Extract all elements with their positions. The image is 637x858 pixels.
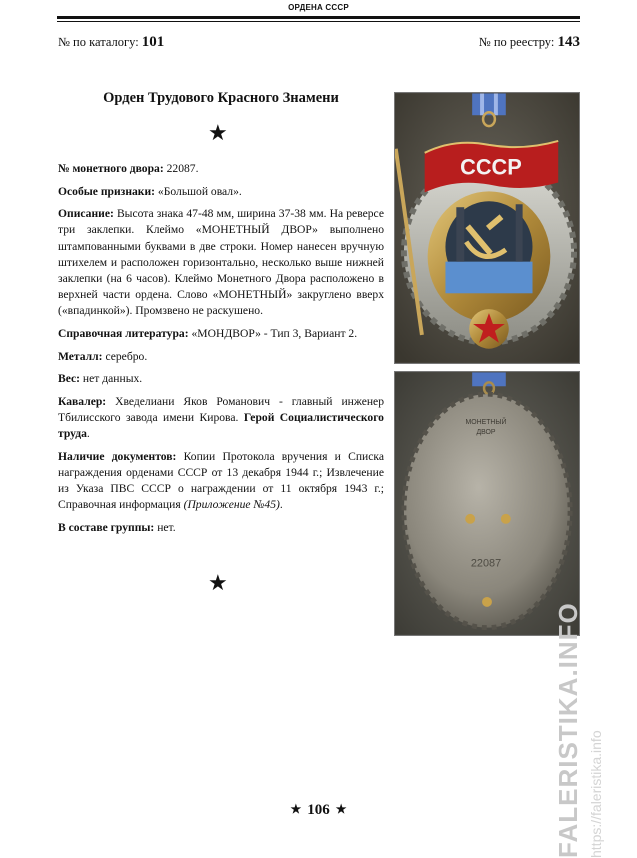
description-label: Описание:: [58, 207, 114, 221]
header-rule: [57, 16, 580, 19]
weight-label: Вес:: [58, 372, 81, 386]
group-value: нет.: [154, 520, 176, 534]
rivet-icon: [482, 597, 492, 607]
documents-value: Копии Протокола вручения и Списка награждения орденами СССР от 13 декабря 1944 г.; Извлечение из Указа ПВС СССР о награждении от 11 октября 1943 г.; Справочная информация: [58, 449, 384, 512]
documents-label: Наличие документов:: [58, 449, 177, 463]
star-icon-left: ★: [290, 802, 302, 816]
cavalier-label: Кавалер:: [58, 394, 107, 408]
rivet-icon: [501, 514, 511, 524]
registry-number-group: [479, 34, 580, 51]
metal-field: [58, 349, 384, 365]
serial-number: 22087: [470, 557, 502, 570]
catalog-row: [58, 34, 580, 51]
running-title: ОРДЕНА СССР: [288, 3, 349, 12]
documents-appendix: (Приложение №45): [183, 498, 280, 512]
banner-text: СССР: [460, 154, 522, 180]
literature-label: Справочная литература:: [58, 327, 189, 340]
star-icon-bottom: ★: [208, 570, 228, 595]
red-star-icon: [469, 309, 509, 349]
catalog-number: 101: [141, 34, 165, 50]
group-label: В составе группы:: [58, 520, 155, 534]
features-value: «Большой овал».: [155, 184, 242, 198]
watermark-site-url-text: https://faleristika.info: [588, 730, 604, 858]
documents-field: [58, 449, 384, 514]
literature-value: «МОНДВОР» - Тип 3, Вариант 2.: [188, 327, 358, 340]
description-block: [58, 161, 384, 543]
cavalier-title: Герой Социалистического труда: [58, 410, 384, 441]
star-icon-top: ★: [208, 120, 228, 145]
metal-value: серебро.: [102, 349, 148, 363]
watermark-site-name-text: FALERISTIKA.INFO: [553, 602, 583, 858]
features-label: Особые признаки:: [58, 184, 156, 198]
catalog-number-group: [58, 34, 164, 51]
watermark-site-name: [553, 602, 584, 858]
order-reverse-image: [395, 372, 579, 635]
cavalier-value: Хведелиани Яков Романович - главный инженер Тбилисского завода имени Кирова.: [58, 394, 384, 424]
red-banner: [425, 141, 559, 192]
mint-label: № монетного двора:: [58, 162, 164, 175]
star-icon-right: ★: [335, 802, 347, 816]
metal-label: Металл:: [58, 349, 103, 363]
page-title: Орден Трудового Красного Знамени: [103, 90, 339, 106]
mint-stamp-line1: МОНЕТНЫЙ: [465, 418, 507, 426]
literature-field: [58, 326, 384, 342]
documents-end: .: [279, 498, 283, 512]
registry-label: № по реестру:: [478, 35, 555, 49]
features-field: [58, 184, 384, 200]
mint-stamp-line2: ДВОР: [476, 428, 496, 436]
cavalier-field: [58, 394, 384, 443]
order-obverse-photo: [394, 92, 580, 364]
mint-field: [58, 161, 384, 177]
page-number-value: 106: [307, 802, 330, 818]
description-value: Высота знака 47-48 мм, ширина 37-38 мм. На реверсе три заклепки. Клеймо «МОНЕТНЫЙ ДВОР» выполнено штампованными буквами в две строки. Номер нанесен вручную штихелем и расположен горизонтально, несколько выше нижней заклепки (на 6 часов). Клеймо Монетного Двора расположено в верхней части ордена. Слово «МОНЕТНЫЙ» закруглено вверх («впадинкой»). Промзвено не раскушено.: [58, 207, 384, 318]
registry-number: 143: [557, 34, 580, 50]
weight-value: нет данных.: [80, 372, 143, 386]
page-number: [0, 802, 637, 819]
catalog-label: № по каталогу:: [58, 35, 139, 49]
weight-field: [58, 371, 384, 387]
description-field: [58, 206, 384, 319]
header-rule-thin: [57, 21, 580, 22]
group-field: [58, 520, 384, 536]
mint-value: 22087.: [163, 162, 199, 175]
cavalier-end: .: [86, 427, 90, 441]
watermark-site-url: [588, 730, 604, 858]
order-obverse-image: [395, 93, 579, 363]
order-reverse-photo: [394, 371, 580, 636]
rivet-icon: [465, 514, 475, 524]
